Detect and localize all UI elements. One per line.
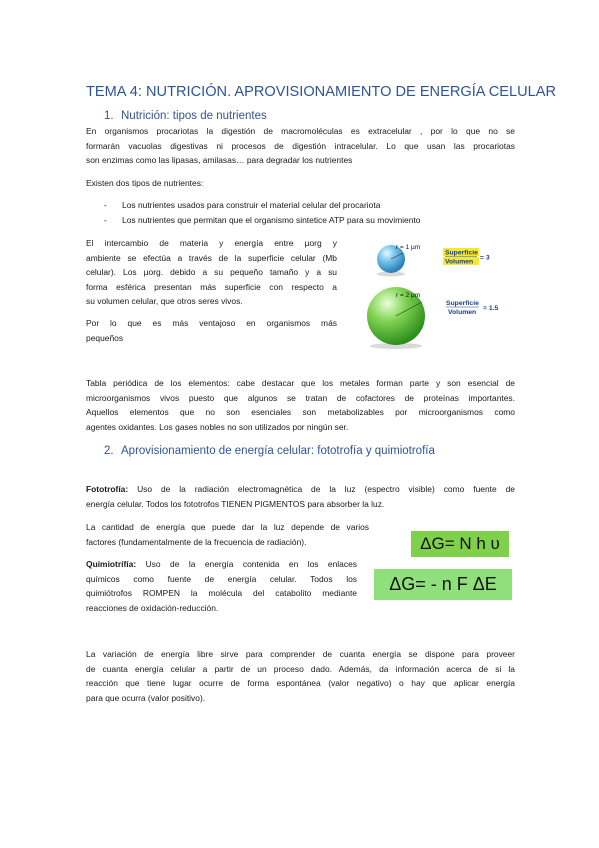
section-2-heading	[104, 445, 435, 457]
periodic-line: Aquellos elementos que no son esenciales son metabolizables por microorganismos como	[86, 407, 515, 418]
intro-line: En organismos procariotas la digestión de macromoléculas es extracelular , por lo que no se	[86, 126, 515, 136]
quimiotrofia-line: quimiótrofos ROMPEN la molécula del catabolito mediante	[86, 588, 357, 599]
nutrient-bullet: - Los nutrientes usados para construir el material celular del procariota	[104, 200, 381, 210]
photon-energy-formula: ΔG= N h υ	[411, 531, 509, 557]
periodic-table-paragraph	[86, 376, 515, 434]
ratio2-denominator: Volumen	[448, 309, 477, 316]
ratio1-numerator: Superficie	[445, 249, 478, 257]
intro-line: formarán vacuolas digestivas ni procesos de digestión intracelular. Lo que usan las procariotas	[86, 140, 515, 151]
nutrient-types-intro: Existen dos tipos de nutrientes:	[86, 178, 204, 188]
section-1-number: 1.	[104, 110, 114, 122]
ratio1-value: = 3	[480, 254, 490, 262]
exchange-line: El intercambio de materia y energía entre µorg y	[86, 238, 337, 248]
redox-energy-formula: ΔG= - n F ΔE	[374, 569, 512, 600]
quimiotrofia-line: químicos como fuente de energía celular. Todos los	[86, 573, 357, 584]
section-1-title: Nutrición: tipos de nutrientes	[121, 110, 267, 122]
exchange-paragraph	[86, 236, 337, 309]
exchange-line: ambiente se efectúa a través de la superficie celular (Mb	[86, 252, 337, 263]
exchange-line: su volumen celular, que otros seres vivos.	[86, 296, 243, 307]
fototrofia-line	[86, 482, 515, 497]
ratio2-value: = 1.5	[483, 305, 499, 312]
free-energy-line: reacción que tiene lugar ocurre de forma espontánea (valor negativo) o hay que aplicar energía	[86, 678, 515, 689]
light-energy-paragraph	[86, 520, 369, 549]
exchange-line: celular). Los µorg. debido a su pequeño tamaño y a su	[86, 267, 337, 278]
quimiotrofia-text: Uso de la energía contenida en los enlaces	[136, 559, 357, 569]
advantage-line: pequeños	[86, 332, 124, 343]
exchange-line: forma esférica presentan más superficie con respecto a	[86, 281, 337, 292]
periodic-line: agentes oxidantes. Los gases nobles no son utilizados por ningún ser.	[86, 421, 349, 432]
quimiotrofia-paragraph	[86, 557, 357, 615]
intro-paragraph	[86, 124, 515, 168]
periodic-line: microorganismos vivos puesto que algunos se tratan de cofactores de proteínas importantes.	[86, 392, 515, 403]
nutrient-bullet-text: Los nutrientes que permitan que el organismo sintetice ATP para su movimiento	[122, 215, 421, 225]
ratio1-denominator: Volumen	[445, 258, 474, 266]
section-2-title: Aprovisionamiento de energía celular: fototrofía y quimiotrofía	[121, 445, 435, 457]
free-energy-paragraph	[86, 647, 515, 705]
fototrofia-paragraph	[86, 482, 515, 511]
intro-line: son enzimas como las lipasas, amilasas… para degradar los nutrientes	[86, 155, 353, 166]
nutrient-bullet-text: Los nutrientes usados para construir el material celular del procariota	[122, 200, 381, 210]
large-radius-label: r = 2 µm	[396, 292, 421, 299]
quimiotrofia-label: Quimiotrífía:	[86, 559, 137, 569]
advantage-paragraph	[86, 316, 337, 345]
fototrofia-line: energía celular. Todos los fototrofos TIENEN PIGMENTOS para absorber la luz.	[86, 498, 385, 509]
fototrofia-text: Uso de la radiación electromagnética de la luz (espectro visible) como fuente de	[128, 484, 515, 494]
ratio2-numerator: Superficie	[446, 300, 479, 307]
light-energy-line: La cantidad de energía que puede dar la luz depende de varios	[86, 522, 369, 532]
quimiotrofia-line: reacciones de oxidación-reducción.	[86, 602, 219, 613]
free-energy-line: para que ocurra (valor positivo).	[86, 692, 206, 703]
fototrofia-label: Fototrofía:	[86, 484, 129, 494]
nutrient-bullet: - Los nutrientes que permitan que el organismo sintetice ATP para su movimiento	[104, 215, 421, 225]
surface-volume-figure	[360, 234, 520, 352]
light-energy-line: factores (fundamentalmente de la frecuencia de radiación).	[86, 536, 307, 547]
page-title: TEMA 4: NUTRICIÓN. APROVISIONAMIENTO DE ENERGÍA CELULAR	[86, 84, 557, 100]
section-1-heading	[104, 110, 267, 122]
periodic-line: Tabla periódica de los elementos: cabe destacar que los metales forman parte y son esencial de	[86, 378, 515, 388]
free-energy-line: La variación de energía libre sirve para comprender de cuanta energía se dispone para proveer	[86, 649, 515, 659]
free-energy-line: de cuanta energía celular a partir de un proceso dado. Además, da información acerca de si la	[86, 663, 515, 674]
quimiotrofia-line	[86, 557, 357, 572]
small-radius-label: r = 1 µm	[396, 244, 421, 251]
advantage-line: Por lo que es más ventajoso en organismos más	[86, 318, 337, 328]
section-2-number: 2.	[104, 445, 114, 457]
